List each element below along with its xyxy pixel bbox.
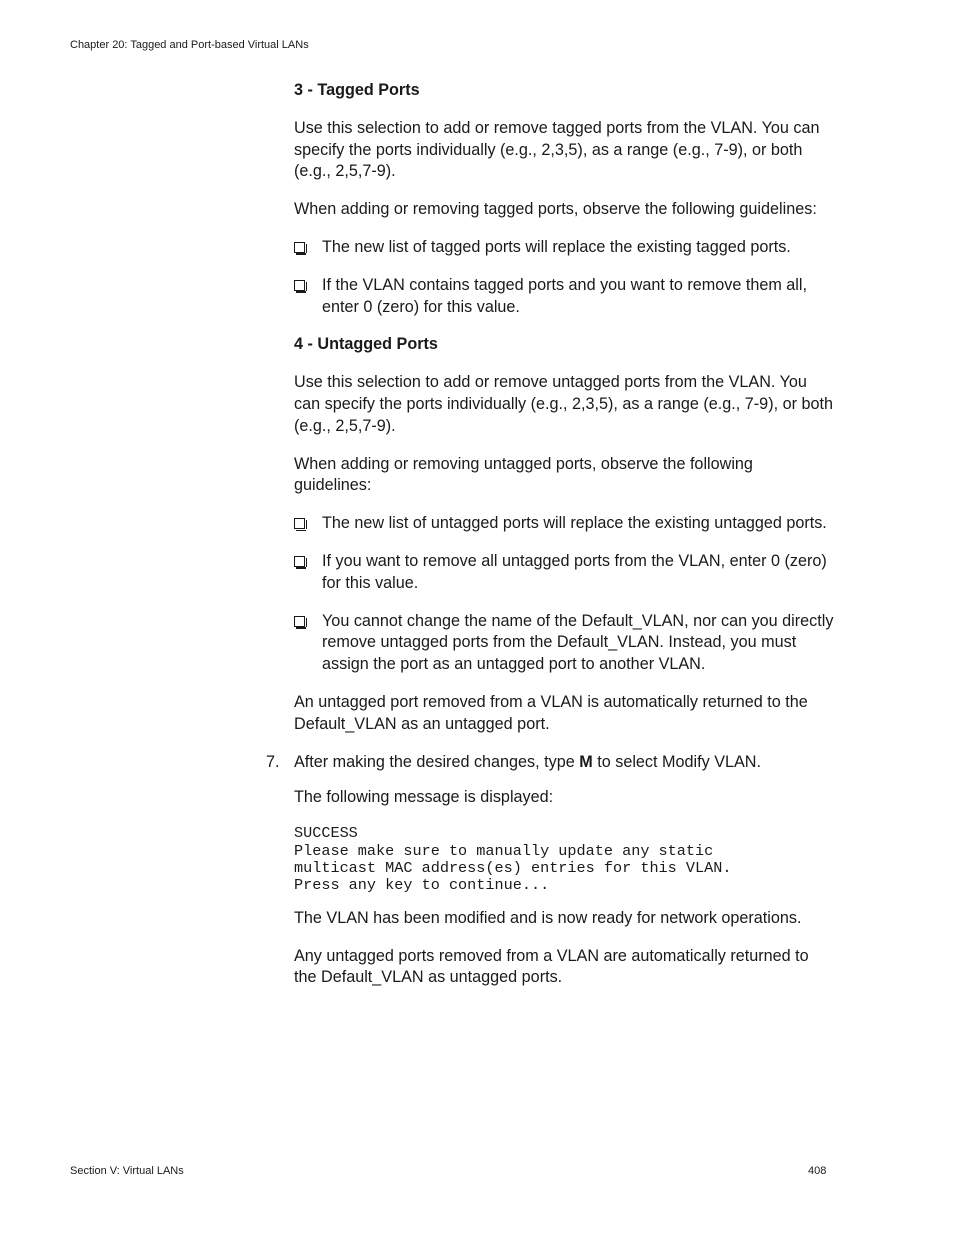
untagged-ports-intro: Use this selection to add or remove untagged ports from the VLAN. You can specify the ports individually (e.g., 2,3,5), as a range (e.g., 7-9), or both (e.g., 2,5,7-9).: [294, 373, 833, 435]
untagged-ports-heading: 4 - Untagged Ports: [294, 335, 438, 354]
checkbox-bullet-icon: [294, 556, 305, 567]
page-number: 408: [808, 1165, 827, 1177]
page-content: [266, 80, 834, 1005]
list-item: If the VLAN contains tagged ports and you want to remove them all, enter 0 (zero) for this value.: [294, 275, 834, 319]
untagged-guidelines-intro: When adding or removing untagged ports, observe the following guidelines:: [294, 454, 753, 495]
final-note: Any untagged ports removed from a VLAN are automatically returned to the Default_VLAN as untagged ports.: [294, 946, 809, 987]
message-intro: The following message is displayed:: [294, 788, 554, 807]
list-item: The new list of untagged ports will replace the existing untagged ports.: [294, 513, 834, 535]
footer-section: Section V: Virtual LANs: [70, 1165, 184, 1177]
untagged-note: An untagged port removed from a VLAN is automatically returned to the Default_VLAN as an untagged port.: [294, 692, 808, 733]
step-number: 7.: [266, 752, 280, 771]
tagged-ports-heading: 3 - Tagged Ports: [294, 81, 420, 99]
checkbox-bullet-icon: [294, 518, 305, 529]
checkbox-bullet-icon: [294, 280, 305, 291]
tagged-ports-intro: Use this selection to add or remove tagged ports from the VLAN. You can specify the ports individually (e.g., 2,3,5), as a range (e.g., 7-9), or both (e.g., 2,5,7-9).: [294, 118, 820, 181]
tagged-guidelines-intro: When adding or removing tagged ports, observe the following guidelines:: [294, 200, 817, 219]
key-m: M: [579, 752, 593, 771]
list-item: You cannot change the name of the Default_VLAN, nor can you directly remove untagged ports from the Default_VLAN. Instead, you must assign the port as an untagged port to another VLAN.: [294, 611, 834, 676]
checkbox-bullet-icon: [294, 242, 305, 253]
step-7: 7. After making the desired changes, type M to select Modify VLAN.: [294, 752, 834, 774]
result-text: The VLAN has been modified and is now ready for network operations.: [294, 908, 802, 927]
list-item: The new list of tagged ports will replace the existing tagged ports.: [294, 237, 834, 259]
running-header: Chapter 20: Tagged and Port-based Virtual LANs: [70, 39, 309, 51]
list-item: If you want to remove all untagged ports from the VLAN, enter 0 (zero) for this value.: [294, 551, 834, 595]
console-message: SUCCESS Please make sure to manually update any static multicast MAC address(es) entries for this VLAN. Press any key to continue...: [294, 824, 732, 895]
checkbox-bullet-icon: [294, 616, 305, 627]
